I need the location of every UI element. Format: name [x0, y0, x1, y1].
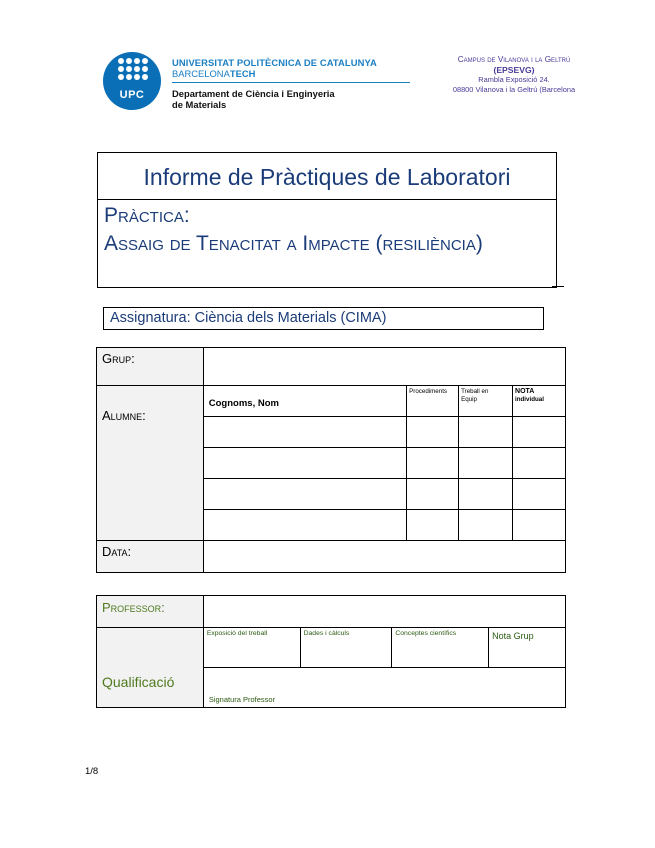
- department-line-1: Departament de Ciència i Enginyeria: [172, 88, 335, 99]
- col-conceptes[interactable]: [392, 628, 489, 668]
- col-dades[interactable]: [300, 628, 392, 668]
- professor-table: [96, 595, 566, 708]
- student-name-input[interactable]: [203, 479, 406, 510]
- treball-input[interactable]: [459, 510, 513, 541]
- university-name: UNIVERSITAT POLITÈCNICA DE CATALUNYA: [172, 57, 377, 68]
- student-name-input[interactable]: [203, 448, 406, 479]
- treball-input[interactable]: [459, 417, 513, 448]
- procediments-input[interactable]: [407, 479, 459, 510]
- col-exposicio-text: Exposició del treball: [206, 630, 268, 637]
- grup-row: [97, 348, 566, 386]
- report-title: Informe de Pràctiques de Laboratori: [143, 164, 511, 190]
- col-header-name: [203, 386, 406, 417]
- student-name-input[interactable]: [203, 417, 406, 448]
- student-name-input[interactable]: [203, 510, 406, 541]
- col-treball-line-2: Equip: [461, 396, 477, 403]
- professor-label: [97, 596, 204, 628]
- col-treball-line-1: Treball en: [461, 388, 489, 395]
- practica-label: Pràctica:: [104, 204, 190, 227]
- data-label: [97, 541, 204, 573]
- logo-text: UPC: [119, 89, 145, 101]
- col-nota-grup[interactable]: [489, 628, 566, 668]
- col-dades-text: Dades i càlculs: [303, 630, 350, 637]
- alumne-label-text: Alumne:: [102, 408, 146, 423]
- grup-label-text: Grup:: [102, 351, 135, 366]
- practica-name: Assaig de Tenacitat a Impacte (resiliència): [104, 232, 483, 255]
- header-divider: [172, 82, 410, 83]
- qualificacio-label-text: Qualificació: [102, 674, 175, 690]
- nota-input[interactable]: [513, 510, 566, 541]
- nota-input[interactable]: [513, 417, 566, 448]
- treball-input[interactable]: [459, 479, 513, 510]
- grup-label: [97, 348, 204, 386]
- title-divider: [97, 199, 557, 200]
- city-suffix: TECH: [229, 68, 256, 79]
- col-header-treball: [459, 386, 513, 417]
- col-header-procediments: [407, 386, 459, 417]
- col-name-text: Cognoms, Nom: [208, 398, 279, 409]
- col-procediments-text: Procediments: [409, 388, 448, 395]
- alumne-label: [97, 386, 204, 541]
- department-name: [172, 88, 335, 110]
- col-nota-line-2: individual: [515, 396, 544, 403]
- page-number: 1/8: [85, 766, 99, 777]
- department-line-2: de Materials: [172, 99, 227, 110]
- treball-input[interactable]: [459, 448, 513, 479]
- university-city: [172, 68, 255, 79]
- professor-label-text: Professor:: [102, 600, 165, 615]
- campus-street: Rambla Exposició 24.: [478, 75, 550, 84]
- col-header-nota: [513, 386, 566, 417]
- title-box-underline: [552, 286, 564, 287]
- signature-field[interactable]: [203, 668, 565, 708]
- campus-address: [428, 55, 600, 95]
- procediments-input[interactable]: [407, 448, 459, 479]
- professor-input[interactable]: [203, 596, 565, 628]
- nota-input[interactable]: [513, 448, 566, 479]
- qualificacio-header-row: [97, 628, 566, 668]
- data-input[interactable]: [203, 541, 565, 573]
- nota-input[interactable]: [513, 479, 566, 510]
- procediments-input[interactable]: [407, 510, 459, 541]
- col-nota-line-1: NOTA: [515, 388, 535, 395]
- qualificacio-label: [97, 628, 204, 708]
- subject-field: Assignatura: Ciència dels Materials (CIMA): [103, 307, 544, 330]
- col-exposicio[interactable]: [203, 628, 300, 668]
- campus-name: Campus de Vilanova i la Geltrú: [457, 55, 571, 64]
- campus-school: (EPSEVG): [493, 65, 535, 75]
- col-nota-grup-text: Nota Grup: [492, 631, 534, 641]
- data-row: [97, 541, 566, 573]
- col-conceptes-text: Conceptes científics: [395, 630, 457, 637]
- data-label-text: Data:: [102, 544, 132, 559]
- procediments-input[interactable]: [407, 417, 459, 448]
- student-table: [96, 347, 566, 573]
- signature-label: Signatura Professor: [208, 695, 276, 704]
- campus-city: 08800 Vilanova i la Geltrú (Barcelona: [452, 85, 576, 94]
- grup-input[interactable]: [203, 348, 565, 386]
- alumne-header-row: [97, 386, 566, 417]
- professor-row: [97, 596, 566, 628]
- upc-logo-dots-icon: [118, 58, 148, 88]
- city-name: BARCELONA: [172, 68, 230, 79]
